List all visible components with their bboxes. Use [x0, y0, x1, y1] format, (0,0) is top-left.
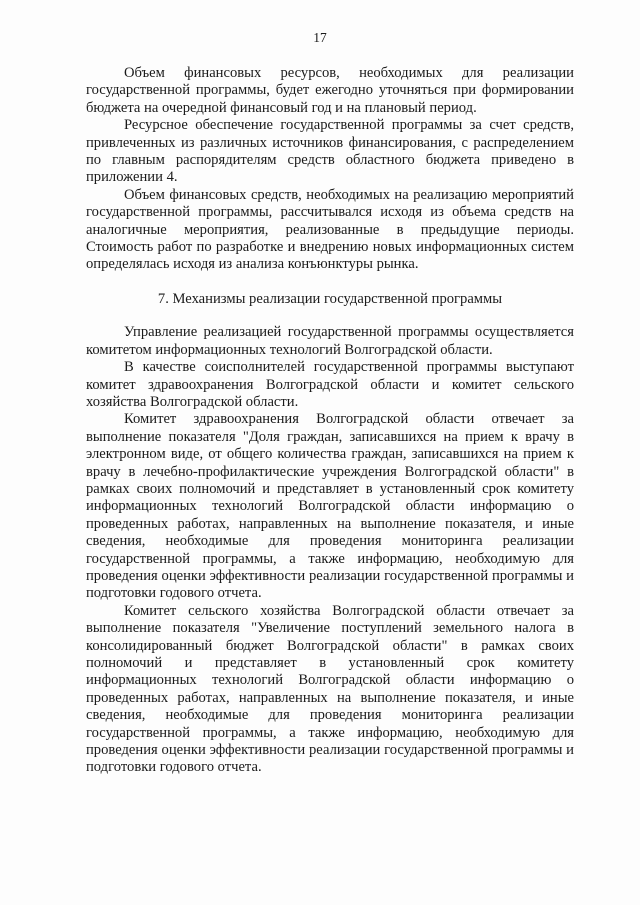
- paragraph-resource-provision: Ресурсное обеспечение государственной программы за счет средств, привлеченных из различных источников финансирования, с распределением по главным распорядителям средств областного бюджета приведено в приложении 4.: [86, 117, 574, 186]
- paragraph-health-committee: Комитет здравоохранения Волгоградской области отвечает за выполнение показателя "Доля граждан, записавшихся на прием к врачу в электронном виде, от общего количества граждан, записавшихся на прием к врачу в лечебно-профилактические учреждения Волгоградской области" в рамках своих полномочий и представляет в установленный срок комитету информационных технологий Волгоградской области информацию о проведенных работах, направленных на выполнение показателя, и иные сведения, необходимые для проведения мониторинга реализации государственной программы, а также информацию, необходимую для проведения оценки эффективности реализации государственной программы и подготовки годового отчета.: [86, 411, 574, 602]
- section-heading: 7. Механизмы реализации государственной программы: [157, 290, 503, 307]
- document-body: [86, 65, 574, 777]
- page-number: 17: [313, 30, 327, 45]
- paragraph-agriculture-committee: Комитет сельского хозяйства Волгоградской области отвечает за выполнение показателя "Увеличение поступлений земельного налога в консолидированный бюджет Волгоградской области" в рамках своих полномочий и представляет в установленный срок комитету информационных технологий Волгоградской области информацию о проведенных работах, направленных на выполнение показателя, и иные сведения, необходимые для проведения мониторинга реализации государственной программы, а также информацию, необходимую для проведения оценки эффективности реализации государственной программы и подготовки годового отчета.: [86, 602, 574, 776]
- paragraph-cost-estimation: Объем финансовых средств, необходимых на реализацию мероприятий государственной программы, рассчитывался исходя из объема средств на аналогичные мероприятия, реализованные в предыдущие периоды. Стоимость работ по разработке и внедрению новых информационных систем определялась исходя из анализа конъюнктуры рынка.: [86, 186, 574, 273]
- paragraph-management: Управление реализацией государственной программы осуществляется комитетом информационных технологий Волгоградской области.: [86, 324, 574, 358]
- paragraph-financing-volume: Объем финансовых ресурсов, необходимых для реализации государственной программы, будет ежегодно уточняться при формировании бюджета на очередной финансовый год и на плановый период.: [86, 65, 574, 116]
- paragraph-co-executors: В качестве соисполнителей государственной программы выступают комитет здравоохранения Волгоградской области и комитет сельского хозяйства Волгоградской области.: [86, 359, 574, 410]
